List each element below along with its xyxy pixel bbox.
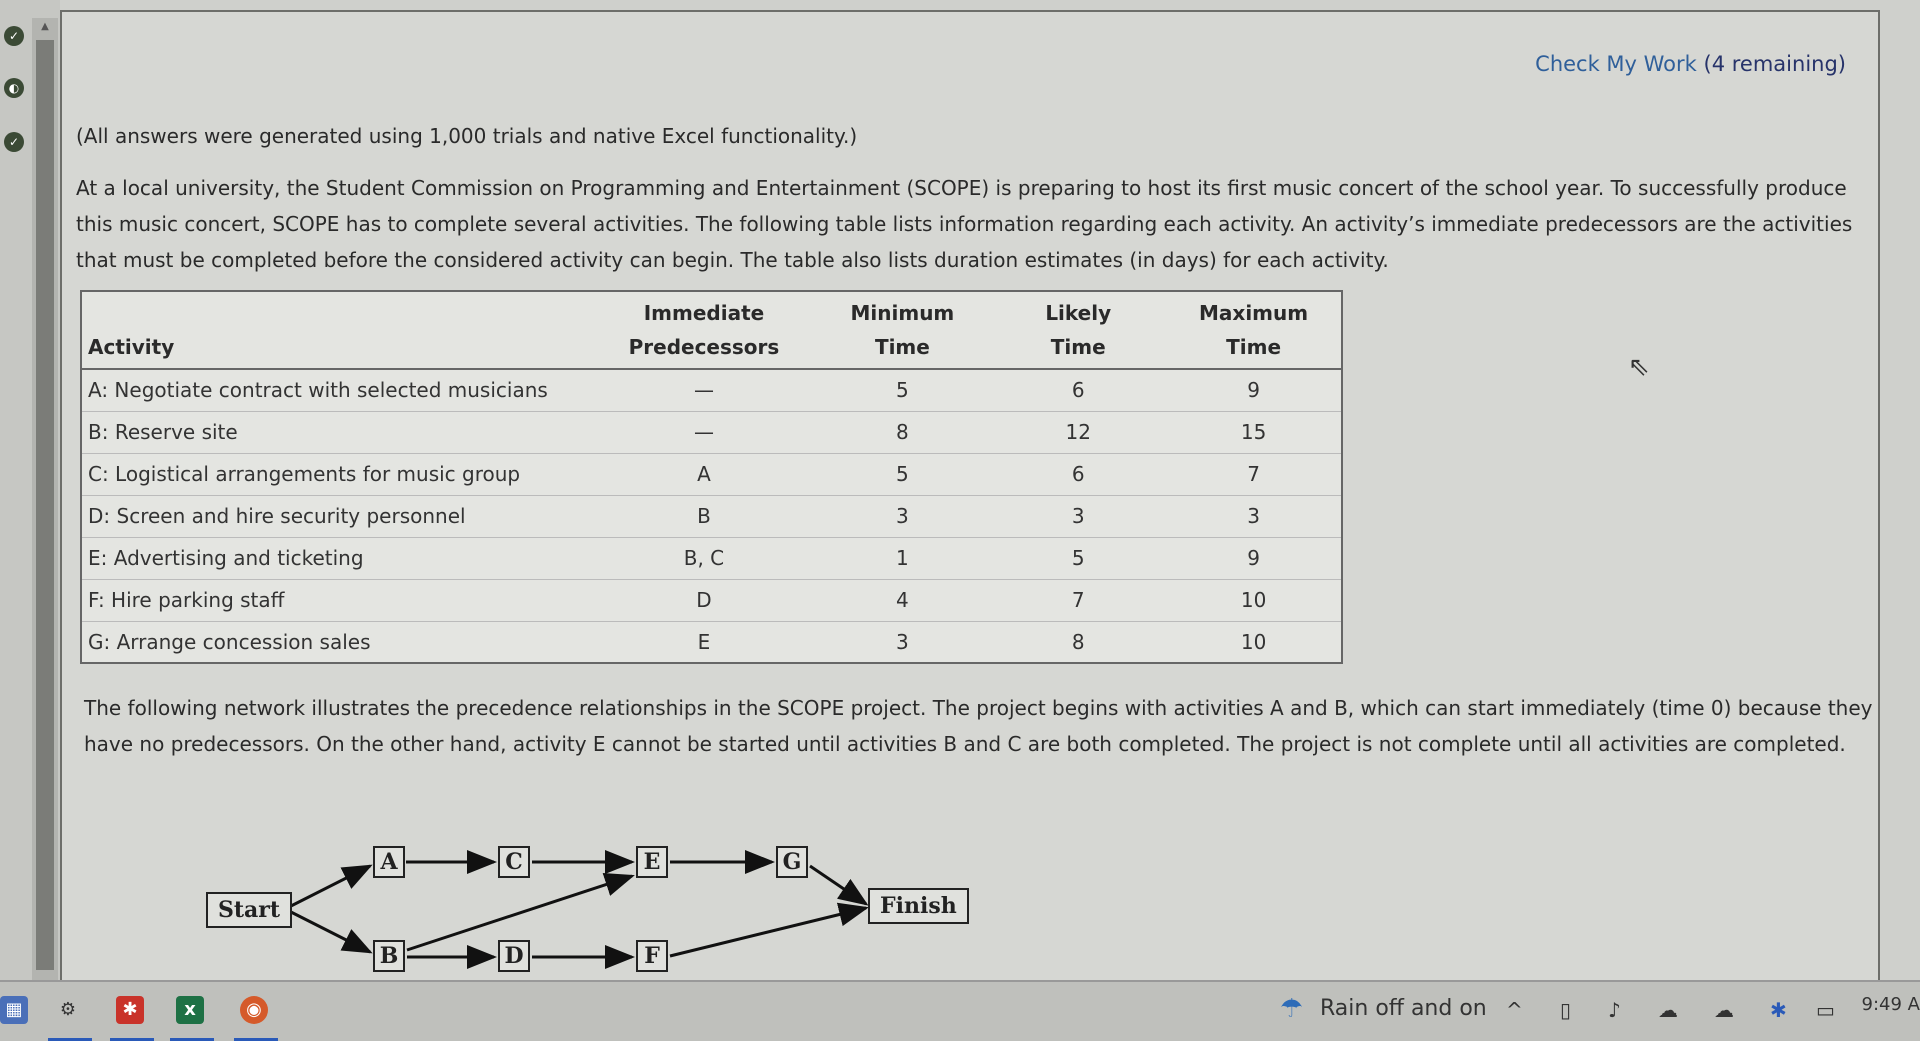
cell-max: 10 bbox=[1166, 621, 1342, 663]
cell-likely: 8 bbox=[990, 621, 1166, 663]
table-row bbox=[81, 621, 1342, 663]
col-max-line1: Maximum bbox=[1199, 301, 1309, 325]
cell-min: 8 bbox=[814, 411, 990, 453]
cell-min: 4 bbox=[814, 579, 990, 621]
battery-icon[interactable]: ▯ bbox=[1560, 998, 1572, 1022]
edge-f-finish bbox=[670, 908, 866, 956]
check-my-work[interactable] bbox=[1535, 52, 1846, 76]
cell-activity: G: Arrange concession sales bbox=[81, 621, 593, 663]
status-check-icon: ✓ bbox=[4, 26, 24, 46]
cell-likely: 3 bbox=[990, 495, 1166, 537]
cell-pred: B bbox=[593, 495, 814, 537]
scroll-up-icon[interactable]: ▲ bbox=[41, 21, 49, 32]
cell-max: 15 bbox=[1166, 411, 1342, 453]
col-likely bbox=[990, 291, 1166, 369]
table-row bbox=[81, 453, 1342, 495]
col-minimum bbox=[814, 291, 990, 369]
cell-activity: B: Reserve site bbox=[81, 411, 593, 453]
cell-max: 10 bbox=[1166, 579, 1342, 621]
cell-activity: F: Hire parking staff bbox=[81, 579, 593, 621]
table-header-row bbox=[81, 291, 1342, 369]
node-g: G bbox=[776, 846, 808, 878]
question-panel bbox=[60, 10, 1880, 980]
edge-start-a bbox=[287, 866, 370, 908]
cell-max: 7 bbox=[1166, 453, 1342, 495]
cell-max: 3 bbox=[1166, 495, 1342, 537]
cell-pred: D bbox=[593, 579, 814, 621]
cell-activity: A: Negotiate contract with selected musicians bbox=[81, 369, 593, 411]
network-diagram bbox=[142, 832, 962, 982]
trials-note: (All answers were generated using 1,000 trials and native Excel functionality.) bbox=[76, 124, 858, 148]
cell-min: 3 bbox=[814, 621, 990, 663]
col-pred-line1: Immediate bbox=[643, 301, 765, 325]
check-my-work-remaining: (4 remaining) bbox=[1703, 52, 1846, 76]
col-activity bbox=[81, 291, 593, 369]
mouse-cursor-icon: ⇖ bbox=[1628, 352, 1650, 382]
cell-likely: 7 bbox=[990, 579, 1166, 621]
network-paragraph: The following network illustrates the precedence relationships in the SCOPE project. The project begins with activities A and B, which can start immediately (time 0) because they have no predecessors. On the other hand, activity E cannot be started until activities B and C are both completed. The project is not complete until all activities are completed. bbox=[84, 696, 1873, 756]
edge-start-b bbox=[287, 910, 370, 952]
table-row bbox=[81, 579, 1342, 621]
cell-min: 5 bbox=[814, 453, 990, 495]
node-f: F bbox=[636, 940, 668, 972]
cell-pred: — bbox=[593, 411, 814, 453]
bluetooth-icon[interactable]: ✱ bbox=[1770, 998, 1787, 1022]
node-e: E bbox=[636, 846, 668, 878]
excel-icon[interactable]: x bbox=[176, 996, 204, 1024]
cell-max: 9 bbox=[1166, 369, 1342, 411]
node-d: D bbox=[498, 940, 530, 972]
node-finish: Finish bbox=[868, 888, 969, 924]
cell-pred: E bbox=[593, 621, 814, 663]
cell-likely: 5 bbox=[990, 537, 1166, 579]
umbrella-icon[interactable]: ☂ bbox=[1280, 994, 1304, 1024]
cell-pred: — bbox=[593, 369, 814, 411]
chevron-up-icon[interactable]: ^ bbox=[1506, 998, 1523, 1022]
cell-likely: 12 bbox=[990, 411, 1166, 453]
network-icon[interactable]: ☁ bbox=[1658, 998, 1678, 1022]
edge-b-e bbox=[407, 876, 632, 950]
settings-gear-icon[interactable]: ⚙ bbox=[59, 999, 77, 1020]
cell-min: 3 bbox=[814, 495, 990, 537]
scrollbar-thumb[interactable] bbox=[36, 40, 54, 970]
activity-table bbox=[80, 290, 1343, 664]
node-a: A bbox=[373, 846, 405, 878]
col-likely-line2: Time bbox=[1050, 335, 1106, 359]
edge-g-finish bbox=[810, 866, 866, 904]
cloud-icon[interactable]: ☁ bbox=[1714, 998, 1734, 1022]
table-row bbox=[81, 495, 1342, 537]
volume-icon[interactable]: ♪ bbox=[1608, 998, 1621, 1022]
cell-activity: E: Advertising and ticketing bbox=[81, 537, 593, 579]
check-my-work-link[interactable]: Check My Work bbox=[1535, 52, 1697, 76]
cell-activity: D: Screen and hire security personnel bbox=[81, 495, 593, 537]
status-partial-icon: ◐ bbox=[4, 78, 24, 98]
cell-likely: 6 bbox=[990, 453, 1166, 495]
taskbar bbox=[0, 980, 1920, 1041]
browser-icon[interactable]: ◉ bbox=[240, 996, 268, 1024]
cell-min: 5 bbox=[814, 369, 990, 411]
col-activity-label: Activity bbox=[88, 335, 175, 359]
node-start: Start bbox=[206, 892, 292, 928]
weather-text[interactable]: Rain off and on bbox=[1320, 996, 1487, 1021]
cell-max: 9 bbox=[1166, 537, 1342, 579]
col-min-line2: Time bbox=[874, 335, 930, 359]
cell-activity: C: Logistical arrangements for music group bbox=[81, 453, 593, 495]
table-row bbox=[81, 411, 1342, 453]
table-row bbox=[81, 537, 1342, 579]
col-likely-line1: Likely bbox=[1045, 301, 1112, 325]
col-predecessors bbox=[593, 291, 814, 369]
cell-min: 1 bbox=[814, 537, 990, 579]
node-c: C bbox=[498, 846, 530, 878]
node-b: B bbox=[373, 940, 405, 972]
left-rail bbox=[0, 0, 60, 980]
col-max-line2: Time bbox=[1226, 335, 1282, 359]
task-view-icon[interactable]: ▦ bbox=[0, 996, 28, 1024]
col-pred-line2: Predecessors bbox=[628, 335, 780, 359]
col-min-line1: Minimum bbox=[850, 301, 955, 325]
col-maximum bbox=[1166, 291, 1342, 369]
app-red-icon[interactable]: ✱ bbox=[116, 996, 144, 1024]
notification-icon[interactable]: ▭ bbox=[1816, 998, 1835, 1022]
status-check-icon: ✓ bbox=[4, 132, 24, 152]
cell-pred: A bbox=[593, 453, 814, 495]
clock[interactable]: 9:49 A bbox=[1861, 994, 1920, 1015]
table-row bbox=[81, 369, 1342, 411]
cell-pred: B, C bbox=[593, 537, 814, 579]
intro-paragraph: At a local university, the Student Commission on Programming and Entertainment (SCOPE) is preparing to host its first music concert of the school year. To successfully produce this music concert, SCOPE has to complete several activities. The following table lists information regarding each activity. An activity’s immediate predecessors are the activities that must be completed before the considered activity can begin. The table also lists duration estimates (in days) for each activity. bbox=[76, 176, 1853, 272]
cell-likely: 6 bbox=[990, 369, 1166, 411]
